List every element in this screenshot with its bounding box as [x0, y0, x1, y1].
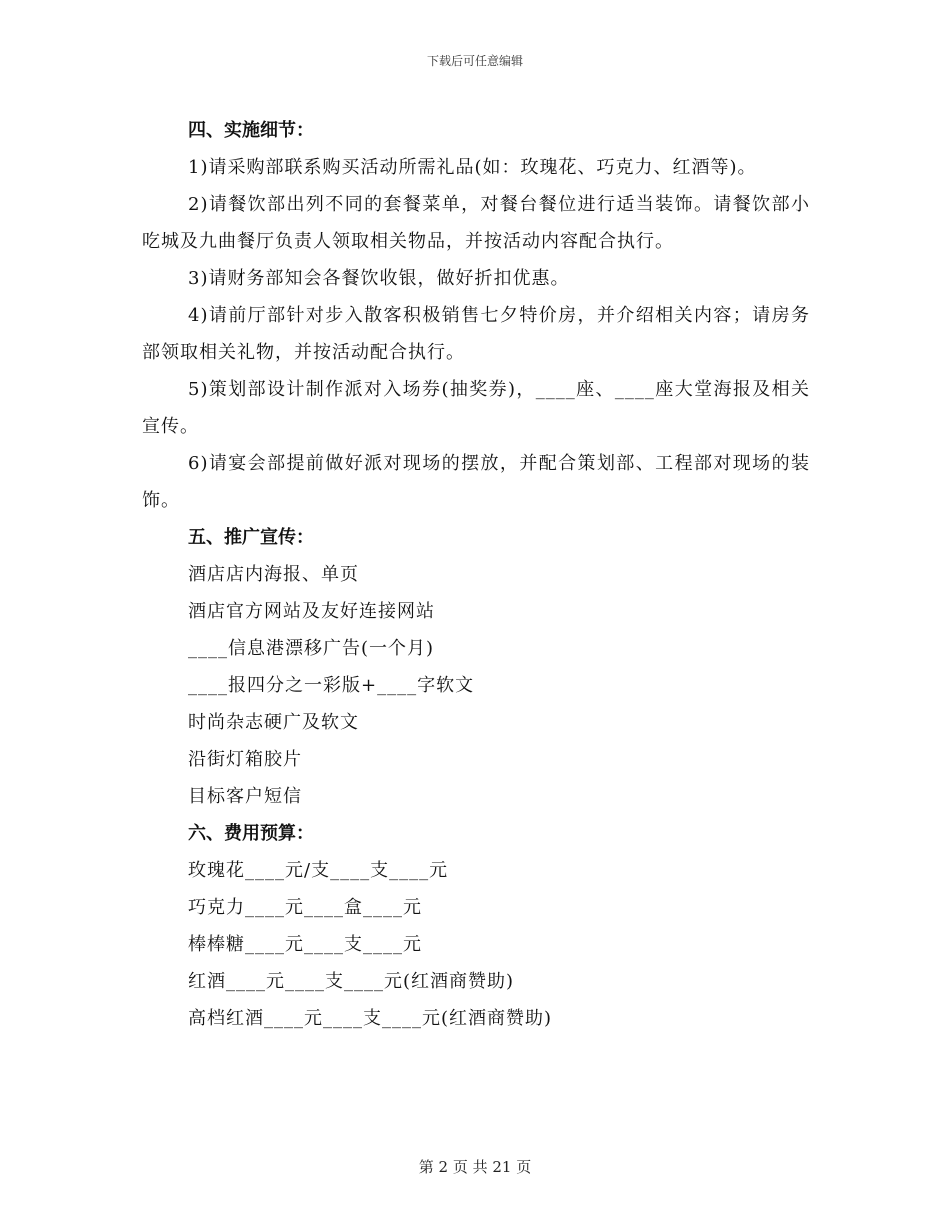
paragraph: 1)请采购部联系购买活动所需礼品(如：玫瑰花、巧克力、红酒等)。 [188, 157, 757, 178]
list-item: ____报四分之一彩版+____字软文 [188, 675, 475, 696]
paragraph: 6)请宴会部提前做好派对现场的摆放，并配合策划部、工程部对现场的装饰。 [142, 453, 810, 511]
list-item: 巧克力____元____盒____元 [188, 897, 422, 918]
page-header: 下载后可任意编辑 [426, 54, 523, 68]
list-item: 酒店官方网站及友好连接网站 [188, 601, 435, 622]
paragraph: 5)策划部设计制作派对入场券(抽奖券)，____座、____座大堂海报及相关宣传。 [142, 379, 810, 437]
list-item: 目标客户短信 [188, 786, 302, 807]
section-heading-promotion: 五、推广宣传： [188, 527, 314, 548]
list-item: 棒棒糖____元____支____元 [188, 934, 422, 955]
section-heading-implementation: 四、实施细节： [188, 120, 314, 141]
list-item: 高档红酒____元____支____元(红酒商赞助) [188, 1008, 553, 1029]
paragraph: 3)请财务部知会各餐饮收银，做好折扣优惠。 [188, 268, 570, 289]
list-item: 沿街灯箱胶片 [188, 749, 302, 770]
list-item: ____信息港漂移广告(一个月) [188, 638, 435, 659]
list-item: 时尚杂志硬广及软文 [188, 712, 359, 733]
section-heading-budget: 六、费用预算： [188, 823, 314, 844]
paragraph: 2)请餐饮部出列不同的套餐菜单，对餐台餐位进行适当装饰。请餐饮部小吃城及九曲餐厅负责人领取相关物品，并按活动内容配合执行。 [142, 194, 810, 252]
paragraph: 4)请前厅部针对步入散客积极销售七夕特价房，并介绍相关内容；请房务部领取相关礼物，并按活动配合执行。 [142, 305, 810, 363]
list-item: 红酒____元____支____元(红酒商赞助) [188, 971, 515, 992]
document-body [142, 112, 810, 1037]
page-footer: 第 2 页 共 21 页 [418, 1158, 532, 1176]
list-item: 酒店店内海报、单页 [188, 564, 359, 585]
list-item: 玫瑰花____元/支____支____元 [188, 860, 449, 881]
